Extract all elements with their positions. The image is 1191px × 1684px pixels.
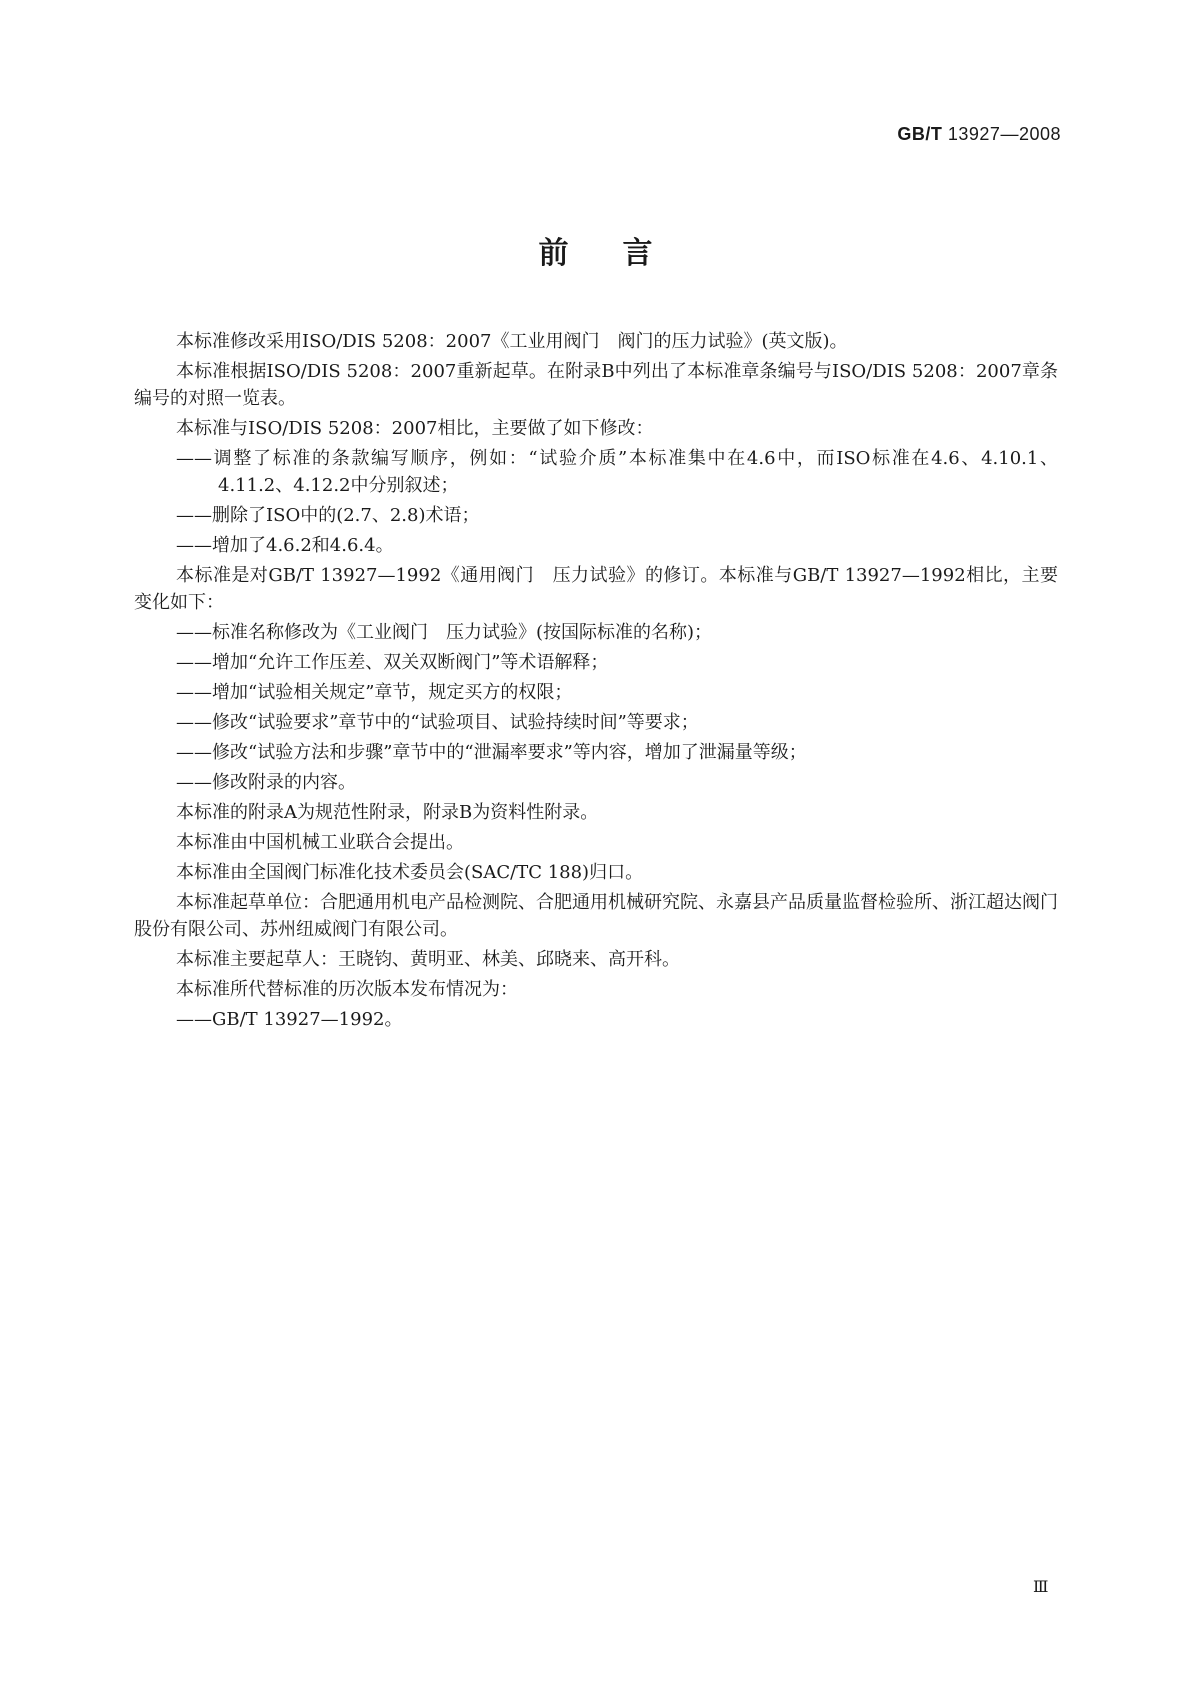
dash-list-item: ——删除了ISO中的(2.7、2.8)术语； xyxy=(176,505,480,526)
dash-list-item: ——增加了4.6.2和4.6.4。 xyxy=(176,535,394,556)
paragraph: 本标准是对GB/T 13927—1992《通用阀门 压力试验》的修订。本标准与GB/T 13927—1992相比，主要变化如下： xyxy=(134,565,1058,613)
dash-list-item: ——修改“试验方法和步骤”章节中的“泄漏率要求”等内容，增加了泄漏量等级； xyxy=(176,742,807,763)
dash-list-item: ——标准名称修改为《工业阀门 压力试验》(按国际标准的名称)； xyxy=(176,622,713,643)
document-header xyxy=(897,124,1061,145)
paragraph: 本标准根据ISO/DIS 5208：2007重新起草。在附录B中列出了本标准章条编号与ISO/DIS 5208：2007章条编号的对照一览表。 xyxy=(134,361,1058,409)
standard-number: 13927—2008 xyxy=(947,124,1061,144)
page-title: 前言 xyxy=(538,236,707,271)
paragraph: 本标准的附录A为规范性附录，附录B为资料性附录。 xyxy=(176,802,599,823)
paragraph: 本标准与ISO/DIS 5208：2007相比，主要做了如下修改： xyxy=(176,418,654,439)
paragraph: 本标准由全国阀门标准化技术委员会(SAC/TC 188)归口。 xyxy=(176,862,644,883)
standard-code: GB/T xyxy=(897,124,943,144)
dash-list-item: ——增加“试验相关规定”章节，规定买方的权限； xyxy=(176,682,573,703)
dash-list-item: ——修改“试验要求”章节中的“试验项目、试验持续时间”等要求； xyxy=(176,712,699,733)
paragraph: 本标准修改采用ISO/DIS 5208：2007《工业用阀门 阀门的压力试验》(英文版)。 xyxy=(176,331,848,352)
preface-body xyxy=(134,328,1058,1036)
dash-list-item: ——修改附录的内容。 xyxy=(176,772,356,793)
paragraph: 本标准所代替标准的历次版本发布情况为： xyxy=(176,979,518,1000)
page-number: Ⅲ xyxy=(1033,1577,1049,1596)
dash-list-item: ——调整了标准的条款编写顺序，例如：“试验介质”本标准集中在4.6中，而ISO标准在4.6、4.10.1、4.11.2、4.12.2中分别叙述； xyxy=(176,448,1058,496)
paragraph: 本标准由中国机械工业联合会提出。 xyxy=(176,832,464,853)
dash-list-item: ——GB/T 13927—1992。 xyxy=(176,1009,403,1030)
dash-list-item: ——增加“允许工作压差、双关双断阀门”等术语解释； xyxy=(176,652,609,673)
paragraph: 本标准起草单位：合肥通用机电产品检测院、合肥通用机械研究院、永嘉县产品质量监督检验所、浙江超达阀门股份有限公司、苏州纽威阀门有限公司。 xyxy=(134,892,1058,940)
paragraph: 本标准主要起草人：王晓钧、黄明亚、林美、邱晓来、高开科。 xyxy=(176,949,680,970)
